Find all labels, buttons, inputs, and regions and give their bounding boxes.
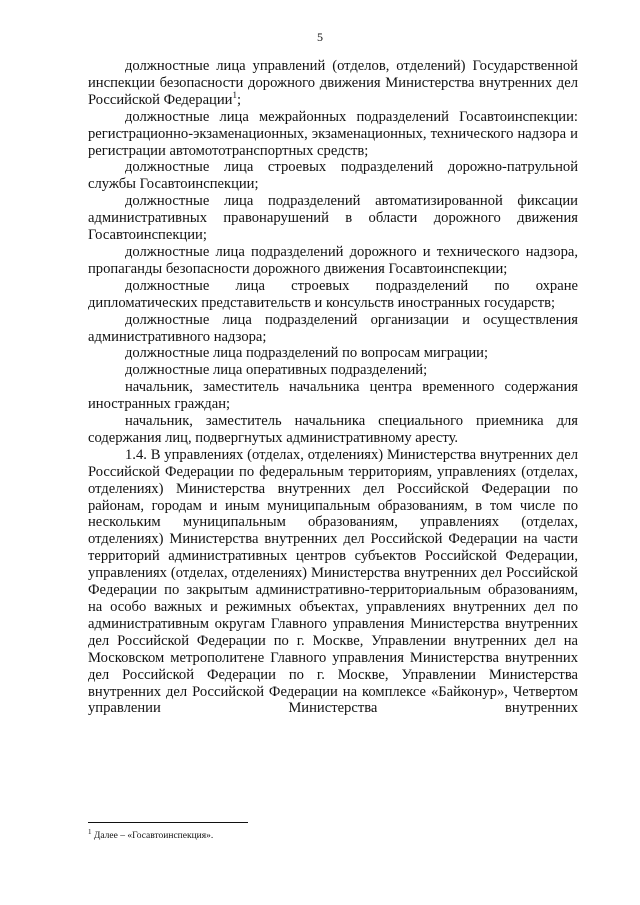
paragraph: начальник, заместитель начальника центра временного содержания иностранных граждан; [88,379,578,413]
paragraph: должностные лица строевых подразделений по охране дипломатических представительств и консульств иностранных государств; [88,277,578,311]
footnote [88,827,578,842]
document-body [88,58,578,717]
paragraph: должностные лица подразделений автоматизированной фиксации административных правонарушений в области дорожного движения Госавтоинспекции; [88,193,578,244]
paragraph-section-1-4: 1.4. В управлениях (отделах, отделениях) Министерства внутренних дел Российской Федерации по федеральным территориям, управлениях (отделах, отделениях) Министерства внутренних дел Российской Федерации по районам, городам и иным муниципальным образованиям, в том числе по нескольким муниципальным образованиям, управлениях (отделах, отделениях) Министерства внутренних дел Российской Федерации на части территорий административных центров субъектов Российской Федерации, управлениях (отделах, отделениях) Министерства внутренних дел Российской Федерации по закрытым административно-территориальным образованиям, на особо важных и режимных объектах, управлениях внутренних дел по административным округам Главного управления Министерства внутренних дел Российской Федерации по г. Москве, Управлении внутренних дел на Московском метрополитене Главного управления Министерства внутренних дел Российской Федерации по г. Москве, Управлении Министерства внутренних дел Российской Федерации на комплексе «Байконур», Четвертом управлении Министерства внутренних [88,446,578,717]
paragraph: должностные лица строевых подразделений дорожно-патрульной службы Госавтоинспекции; [88,159,578,193]
paragraph: должностные лица подразделений организации и осуществления административного надзора; [88,311,578,345]
paragraph: должностные лица оперативных подразделений; [125,362,428,379]
paragraph: должностные лица подразделений дорожного и технического надзора, пропаганды безопасности дорожного движения Госавтоинспекции; [88,243,578,277]
page-number: 5 [317,30,323,44]
footnote-divider [88,822,248,823]
paragraph: начальник, заместитель начальника специального приемника для содержания лиц, подвергнутых административному аресту. [88,413,578,446]
paragraph: должностные лица межрайонных подразделений Госавтоинспекции: регистрационно-экзаменационных, экзаменационных, технического надзора и регистрации автомототранспортных средств; [88,108,578,159]
footnote-reference[interactable]: 1 [232,89,237,100]
footnote-marker: 1 [88,827,92,836]
paragraph: должностные лица подразделений по вопросам миграции; [125,345,489,362]
paragraph [88,58,578,109]
paragraph-end-punctuation: ; [237,91,242,108]
paragraph-text: должностные лица управлений (отделов, отделений) Государственной инспекции безопасности дорожного движения Министерства внутренних дел Российской Федерации [88,58,578,108]
footnote-text: Далее – «Госавтоинспекция». [93,831,214,841]
